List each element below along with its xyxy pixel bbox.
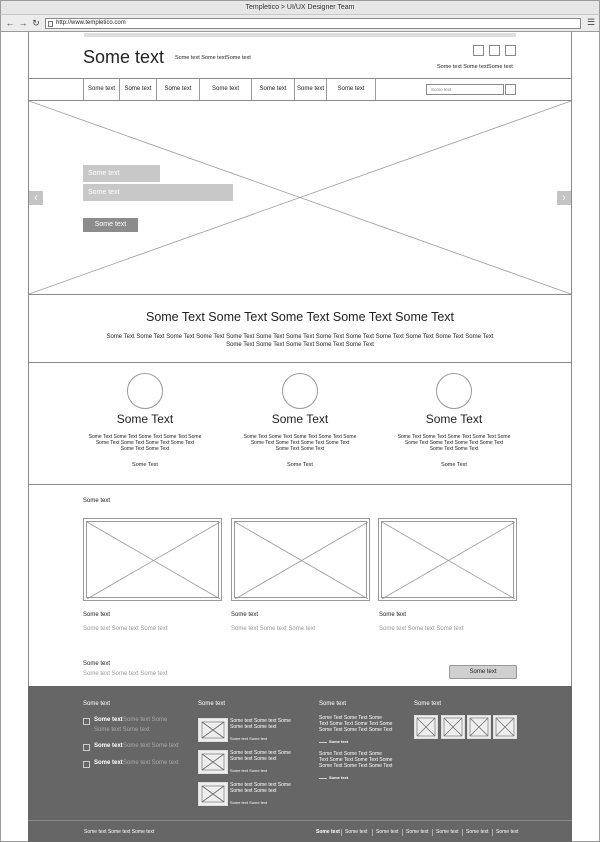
footer-item-1-bold[interactable]: Some text: [94, 717, 123, 723]
footer-link-dash-2: [319, 778, 327, 779]
feature-card-3: [389, 368, 519, 480]
feature-link-2[interactable]: Some Text: [287, 462, 313, 468]
footer-col3-p1-l3: Some Text Some Text Some Text: [319, 727, 393, 733]
footer-col3-title: Some text: [319, 701, 347, 707]
footer-col3-link2[interactable]: Some text: [329, 775, 349, 780]
footer-post-1-l1[interactable]: Some text Some text Some: [230, 718, 291, 724]
nav-item-2[interactable]: Some text: [119, 79, 156, 100]
bottom-link-6[interactable]: Some text: [462, 829, 489, 836]
footer-item-1-rest2: Some text Some text: [94, 727, 150, 733]
search-input[interactable]: Some text: [426, 84, 504, 95]
feature-icon-3: [436, 373, 472, 409]
feature-text-2c: Some Text Some Text: [275, 446, 325, 452]
feature-text-1a: Some Text Some Text Some Text Some Text Some: [88, 434, 202, 440]
footer-post-3-l1[interactable]: Some text Some text Some: [230, 782, 291, 788]
gallery-sub-1: Some text Some text Some text: [83, 626, 168, 632]
forward-arrow-icon[interactable]: →: [18, 18, 28, 28]
cta-title: Some text: [83, 661, 111, 667]
refresh-icon[interactable]: ↻: [32, 18, 40, 28]
nav-item-5[interactable]: Some text: [251, 79, 294, 100]
gallery-image-3[interactable]: [378, 518, 517, 601]
footer-gallery-thumb-2[interactable]: [441, 715, 465, 739]
hero-prev-arrow-icon[interactable]: ‹: [29, 191, 43, 205]
social-icon-1[interactable]: [473, 45, 484, 56]
bottom-bar-copyright: Some text Some text Some text: [84, 829, 155, 835]
gallery-image-1[interactable]: [83, 518, 222, 601]
footer-thumb-1[interactable]: [198, 718, 228, 742]
footer-col3-p1-l1: Some Text Some Text Some: [319, 715, 382, 721]
footer-item-2-rest: Some text Some text: [123, 743, 179, 749]
gallery-title: Some text: [83, 498, 111, 504]
feature-text-3c: Some Text Some Text: [429, 446, 479, 452]
gallery-sub-3: Some text Some text Some text: [379, 626, 464, 632]
footer-link-dash-1: [319, 742, 327, 743]
window-title: Templetico > UI/UX Designer Team: [245, 4, 355, 11]
header-right-text: Some text Some textSome text: [437, 64, 513, 70]
footer-col2-title: Some text: [198, 701, 226, 707]
footer-item-3-rest: Some text Some text: [123, 760, 179, 766]
hero-line-2: Some text: [83, 184, 233, 201]
feature-title-1: Some Text: [116, 412, 174, 426]
footer-gallery-thumb-3[interactable]: [467, 715, 491, 739]
hero-line-1: Some text: [83, 165, 160, 182]
footer-post-1-l3: Some text Some text: [230, 736, 268, 741]
footer-post-2-l2: Some text Some text: [230, 756, 277, 762]
gallery-caption-1[interactable]: Some text: [83, 612, 111, 618]
footer-post-3-l3: Some text Some text: [230, 800, 268, 805]
hero-button[interactable]: Some text: [83, 218, 138, 232]
browser-toolbar: [0, 14, 600, 32]
feature-text-3a: Some Text Some Text Some Text Some Text Some: [397, 434, 511, 440]
nav-item-1[interactable]: Some text: [83, 79, 119, 100]
social-icon-3[interactable]: [505, 45, 516, 56]
footer-col3-link1[interactable]: Some text: [329, 739, 349, 744]
footer-thumb-3[interactable]: [198, 782, 228, 806]
feature-link-3[interactable]: Some Text: [441, 462, 467, 468]
footer-post-2-l3: Some text Some text: [230, 768, 268, 773]
feature-icon-2: [282, 373, 318, 409]
feature-card-1: [80, 368, 210, 480]
bottom-link-2[interactable]: Some text: [341, 829, 368, 836]
footer-col3-p2-l3: Some Text Some Text Some Text: [319, 763, 393, 769]
bottom-link-3[interactable]: Some text: [372, 829, 399, 836]
nav-item-6[interactable]: Some text: [294, 79, 326, 100]
gallery-image-2[interactable]: [231, 518, 370, 601]
footer-item-1-rest: Some text Some: [123, 717, 168, 723]
intro-body-line-2: Some Text Some Text Some Text Some Text Some Text: [226, 342, 374, 348]
search-icon[interactable]: [505, 84, 516, 95]
bottom-link-5[interactable]: Some text: [432, 829, 459, 836]
gallery-caption-2[interactable]: Some text: [231, 612, 259, 618]
nav-item-4[interactable]: Some text: [199, 79, 251, 100]
social-icon-2[interactable]: [489, 45, 500, 56]
menu-icon[interactable]: ☰: [587, 17, 596, 27]
nav-item-7[interactable]: Some text: [326, 79, 376, 100]
footer-gallery-thumb-1[interactable]: [414, 715, 438, 739]
footer-thumb-2[interactable]: [198, 750, 228, 774]
feature-text-1b: Some Text Some Text Some Text Some Text: [95, 440, 195, 446]
feature-icon-1: [127, 373, 163, 409]
footer-checkbox-1[interactable]: [83, 718, 90, 725]
bottom-link-7[interactable]: Some text: [492, 829, 519, 836]
footer-item-2-bold[interactable]: Some text: [94, 743, 123, 749]
footer-post-3-l2: Some text Some text: [230, 788, 277, 794]
feature-text-2b: Some Text Some Text Some Text Some Text: [250, 440, 350, 446]
feature-text-2a: Some Text Some Text Some Text Some Text Some: [243, 434, 357, 440]
footer-checkbox-2[interactable]: [83, 744, 90, 751]
features-divider: [29, 484, 571, 485]
gallery-caption-3[interactable]: Some text: [379, 612, 407, 618]
feature-text-1c: Some Text Some Text: [120, 446, 170, 452]
footer-post-2-l1[interactable]: Some text Some text Some: [230, 750, 291, 756]
intro-divider: [29, 362, 571, 363]
back-arrow-icon[interactable]: ←: [5, 18, 15, 28]
footer-col4-title: Some text: [414, 701, 442, 707]
bottom-link-1[interactable]: Some text: [316, 829, 340, 835]
footer-col3-p1-l2: Text Some Text Some Text Some: [319, 721, 393, 727]
feature-text-3b: Some Text Some Text Some Text Some Text: [404, 440, 504, 446]
feature-title-2: Some Text: [271, 412, 329, 426]
logo-text[interactable]: Some text: [83, 47, 165, 67]
nav-item-3[interactable]: Some text: [156, 79, 199, 100]
footer-item-3-bold[interactable]: Some text: [94, 760, 123, 766]
page-icon: [48, 21, 53, 27]
footer-checkbox-3[interactable]: [83, 761, 90, 768]
window-title-bar: [0, 0, 600, 14]
intro-body-line-1: Some Text Some Text Some Text Some Text Some Text Some Text Some Text Some Text Some Text Some Text Some Text Some Text Some Text: [106, 334, 494, 340]
hero-divider: [29, 294, 571, 295]
feature-link-1[interactable]: Some Text: [132, 462, 158, 468]
cta-button[interactable]: Some text: [449, 665, 517, 679]
feature-title-3: Some Text: [425, 412, 483, 426]
cta-subtitle: Some text Some text Some text: [83, 671, 168, 677]
footer-col3-p2-l2: Text Some Text Some Text Some: [319, 757, 393, 763]
footer-post-1-l2: Some text Some text: [230, 724, 277, 730]
header-tagline: Some text Some textSome text: [175, 55, 251, 61]
footer-col3-p2-l1: Some Text Some Text Some: [319, 751, 382, 757]
gallery-sub-2: Some text Some text Some text: [231, 626, 316, 632]
bottom-link-4[interactable]: Some text: [402, 829, 429, 836]
hero-next-arrow-icon[interactable]: ›: [557, 191, 571, 205]
intro-heading: Some Text Some Text Some Text Some Text Some Text: [145, 310, 455, 324]
footer-col1-title: Some text: [83, 701, 111, 707]
footer-gallery-thumb-4[interactable]: [493, 715, 517, 739]
url-text: http://www.templetico.com: [56, 20, 126, 26]
address-bar[interactable]: [45, 18, 581, 29]
top-strip: [84, 33, 516, 37]
feature-card-2: [235, 368, 365, 480]
